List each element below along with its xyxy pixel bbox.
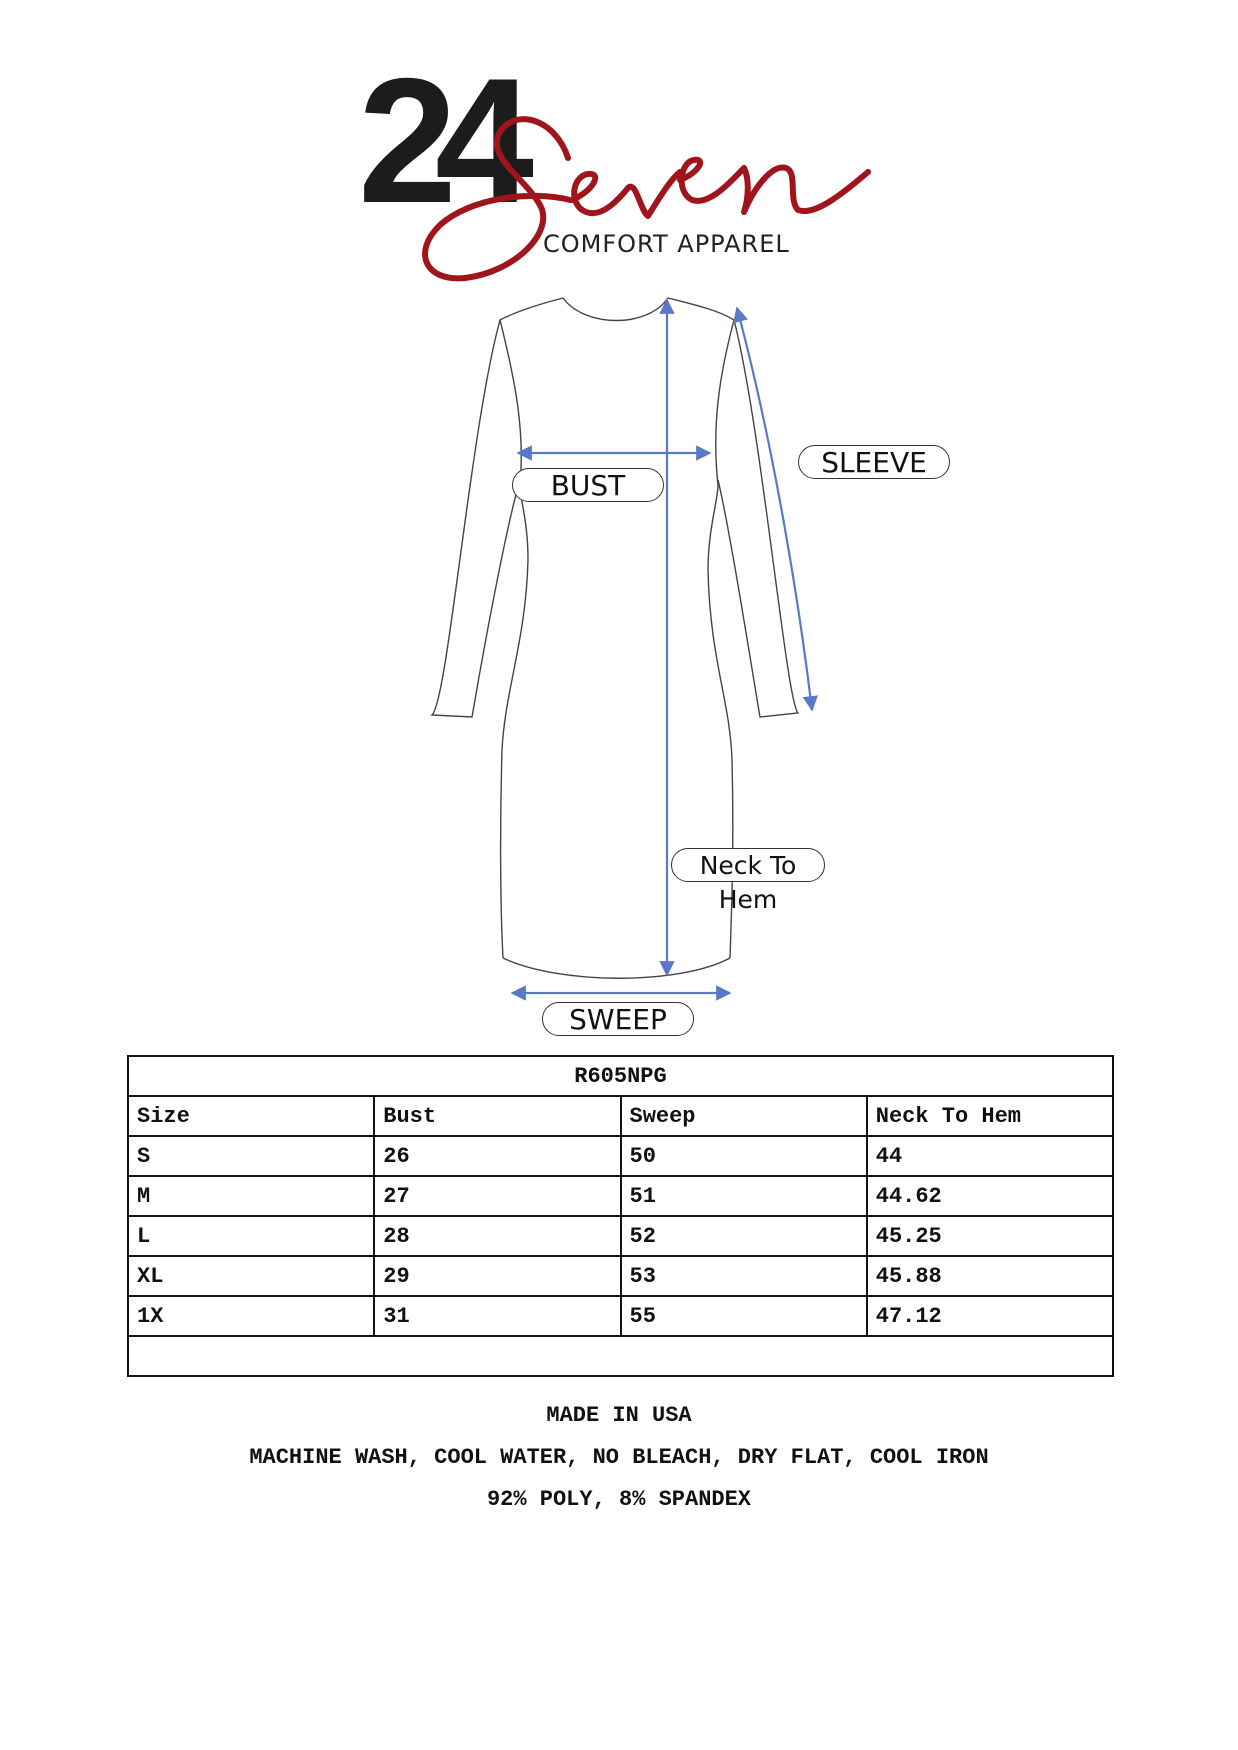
sweep-cell: 53 (621, 1256, 867, 1296)
brand-logo (340, 40, 940, 300)
table-row (128, 1216, 1113, 1256)
sweep-label: SWEEP (542, 1002, 694, 1036)
logo-number: 24 (358, 41, 512, 240)
bust-cell: 26 (374, 1136, 620, 1176)
size-cell: S (128, 1136, 374, 1176)
size-cell: M (128, 1176, 374, 1216)
table-row (128, 1176, 1113, 1216)
neck-to-hem-cell: 45.88 (867, 1256, 1113, 1296)
size-chart-table (127, 1055, 1114, 1377)
origin-note: MADE IN USA (546, 1403, 692, 1428)
header-row (128, 1096, 1113, 1136)
table-row (128, 1296, 1113, 1336)
column-header-sweep: Sweep (621, 1096, 867, 1136)
empty-footer-row (128, 1336, 1113, 1376)
neck-to-hem-cell: 44 (867, 1136, 1113, 1176)
size-cell: 1X (128, 1296, 374, 1336)
sweep-cell: 50 (621, 1136, 867, 1176)
bust-cell: 31 (374, 1296, 620, 1336)
logo-script-seven (340, 40, 940, 300)
bust-label: BUST (512, 468, 664, 502)
style-code-row (128, 1056, 1113, 1096)
dress-sketch (0, 280, 1238, 1040)
bust-cell: 29 (374, 1256, 620, 1296)
neck-to-hem-label: Neck To Hem (671, 848, 825, 882)
product-notes (0, 1395, 1238, 1521)
empty-cell (128, 1336, 1113, 1376)
table-row (128, 1256, 1113, 1296)
neck-to-hem-cell: 44.62 (867, 1176, 1113, 1216)
neck-to-hem-cell: 47.12 (867, 1296, 1113, 1336)
logo-tagline: COMFORT APPAREL (543, 230, 790, 258)
column-header-size: Size (128, 1096, 374, 1136)
sweep-cell: 55 (621, 1296, 867, 1336)
bust-cell: 27 (374, 1176, 620, 1216)
neck-to-hem-cell: 45.25 (867, 1216, 1113, 1256)
column-header-neck-to-hem: Neck To Hem (867, 1096, 1113, 1136)
size-cell: XL (128, 1256, 374, 1296)
table-row (128, 1136, 1113, 1176)
bust-cell: 28 (374, 1216, 620, 1256)
care-instructions: MACHINE WASH, COOL WATER, NO BLEACH, DRY FLAT, COOL IRON (249, 1445, 989, 1470)
sleeve-label: SLEEVE (798, 445, 950, 479)
fabric-content: 92% POLY, 8% SPANDEX (486, 1487, 752, 1512)
size-cell: L (128, 1216, 374, 1256)
dress-measurement-diagram (0, 280, 1238, 1045)
sweep-cell: 52 (621, 1216, 867, 1256)
style-code: R605NPG (128, 1056, 1113, 1096)
sweep-cell: 51 (621, 1176, 867, 1216)
column-header-bust: Bust (374, 1096, 620, 1136)
